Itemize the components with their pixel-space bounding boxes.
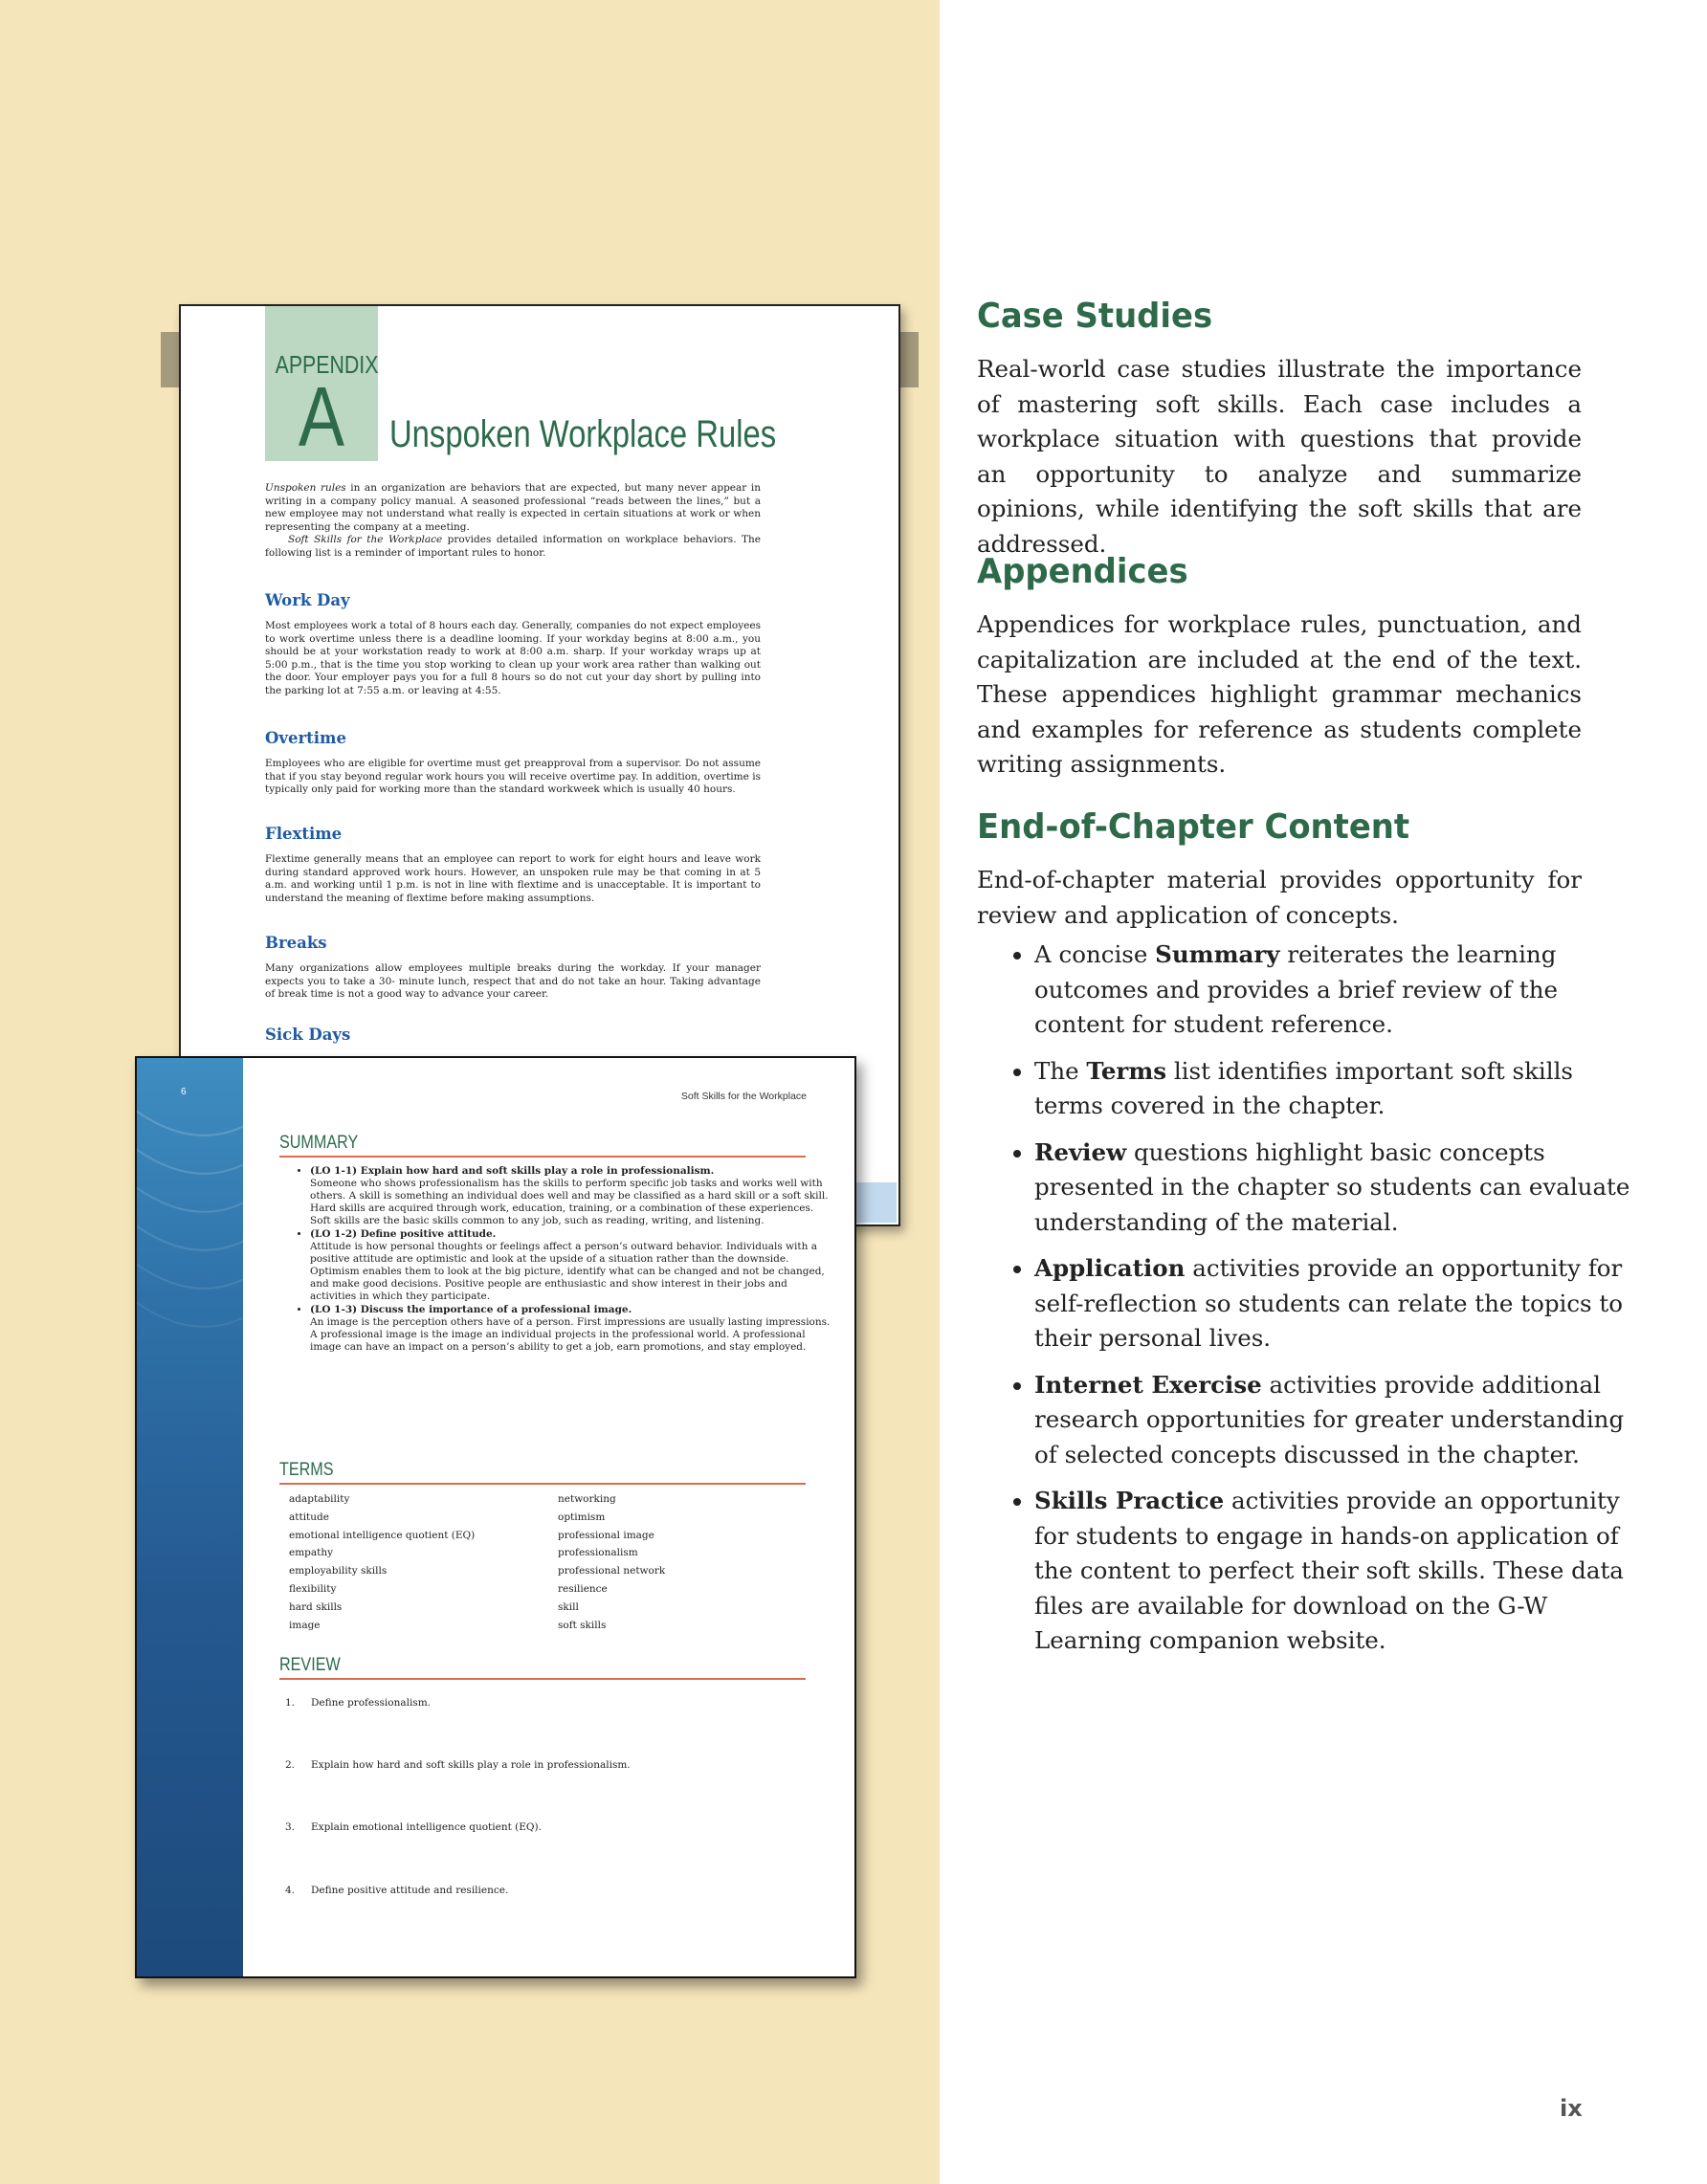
section-body: Most employees work a total of 8 hours each day. Generally, companies do not expect employees to work overtime unless there is a deadline looming. If your workday begins at 8:00 a.m., you should be at your workstation ready to work at 8:00 a.m. sharp. If your workday wraps up at 5:00 p.m., that is the time you stop working to clean up your work area rather than walking out the door. Your employer pays you for a full 8 hours so do not cut your day short by pulling into the parking lot at 7:55 a.m. or leaving at 4:55. [265, 620, 761, 696]
review-num: 1. [285, 1697, 296, 1709]
page-corner-bar [851, 1182, 897, 1223]
terms-column-1 [289, 1490, 538, 1634]
review-item [285, 1759, 631, 1771]
section-heading: Breaks [265, 934, 327, 952]
chapter-side-band [137, 1058, 243, 1976]
review-heading: REVIEW [279, 1655, 341, 1675]
summary-heading: SUMMARY [279, 1133, 359, 1153]
review-num: 2. [285, 1759, 296, 1771]
terms-heading: TERMS [279, 1460, 334, 1480]
summary-item [310, 1228, 836, 1303]
section-heading: Work Day [265, 591, 350, 609]
review-text: Define positive attitude and resilience. [311, 1885, 509, 1896]
term: employability skills [289, 1565, 388, 1577]
summary-text: Someone who shows professionalism has the skills to perform specific job tasks and works well with others. A skill is something an individual does well and may be classified as a hard skill or a soft skill. Hard skills are acquired through work, education, training, or a combination of these experiences. Soft skills are the basic skills common to any job, such as reading, writing, and listening. [310, 1178, 829, 1226]
term: attitude [289, 1511, 329, 1523]
appendix-letter: A [298, 369, 345, 464]
appendices-heading: Appendices [977, 552, 1188, 591]
summary-lo: (LO 1-2) Define positive attitude. [310, 1228, 497, 1240]
list-item [1034, 1136, 1639, 1241]
term: professional network [558, 1565, 666, 1577]
summary-lo: (LO 1-1) Explain how hard and soft skills play a role in professionalism. [310, 1165, 715, 1177]
case-studies-body: Real-world case studies illustrate the importance of mastering soft skills. Each case includes a workplace situation with questions that provide an opportunity to analyze and summarize opinions, while identifying the soft skills that are addressed. [977, 355, 1582, 558]
running-head: Soft Skills for the Workplace [680, 1091, 807, 1102]
term: professional image [558, 1529, 654, 1541]
review-item [285, 1821, 542, 1833]
end-of-chapter-list [977, 938, 1639, 1670]
intro-italic: Unspoken rules [265, 482, 346, 494]
chapter-page-number: 6 [181, 1087, 187, 1097]
terms-column-2 [558, 1490, 807, 1634]
appendix-title: Unspoken Workplace Rules [389, 413, 777, 455]
bullet-post: list identifies important soft skills terms covered in the chapter. [1034, 1056, 1574, 1119]
term: hard skills [289, 1600, 343, 1613]
bullet-bold: Application [1034, 1254, 1186, 1282]
list-item [1034, 1368, 1639, 1473]
case-studies-heading: Case Studies [977, 297, 1213, 336]
end-of-chapter-intro: End-of-chapter material provides opportunity for review and application of concepts. [977, 866, 1582, 929]
bullet-post: activities provide additional research opportunities for greater understanding of selected concepts discussed in the chapter. [1034, 1370, 1625, 1468]
intro2-italic: Soft Skills for the Workplace [288, 534, 443, 545]
term: emotional intelligence quotient (EQ) [289, 1529, 476, 1541]
page-folio: ix [1560, 2095, 1583, 2122]
bullet-post: reiterates the learning outcomes and provides a brief review of the content for student reference. [1034, 940, 1559, 1038]
appendix-label: APPENDIX [275, 350, 379, 379]
appendices-body: Appendices for workplace rules, punctuation, and capitalization are included at the end of the text. These appendices highlight grammar mechanics and examples for reference as students complete writing assignments. [977, 610, 1582, 778]
list-item [1034, 1054, 1639, 1124]
term: resilience [558, 1582, 608, 1595]
bullet-pre: A concise [1034, 940, 1156, 968]
wave-pattern [137, 1058, 243, 1976]
section-heading: Sick Days [265, 1026, 351, 1044]
bullet-post: activities provide an opportunity for self-reflection so students can relate the topics to their personal lives. [1034, 1254, 1624, 1352]
term: soft skills [558, 1619, 607, 1631]
list-item [1034, 1484, 1639, 1659]
bullet-bold: Internet Exercise [1034, 1370, 1262, 1399]
review-num: 3. [285, 1821, 296, 1833]
review-text: Define professionalism. [311, 1697, 431, 1709]
summary-text: Attitude is how personal thoughts or feelings affect a person’s outward behavior. Individuals with a positive attitude are optimistic and look at the upside of a situation rather than the downside. Optimism enables them to look at the big picture, identify what can be changed and not be changed, and make good decisions. Positive people are enthusiastic and show interest in their jobs and activities in which they participate. [310, 1241, 825, 1302]
intro2-text: provides detailed information on workplace behaviors. The following list is a reminder of important rules to honor. [265, 534, 761, 559]
summary-text: An image is the perception others have of a person. First impressions are usually lasting impressions. A professional image is the image an individual projects in the professional world. A professional image can have an impact on a person’s ability to get a job, earn promotions, and stay employed. [310, 1316, 831, 1353]
section-body: Many organizations allow employees multiple breaks during the workday. If your manager expects you to take a 30- minute lunch, respect that and do not take an hour. Taking advantage of break time is not a good way to advance your career. [265, 962, 761, 1000]
list-item [1034, 938, 1639, 1043]
term: professionalism [558, 1547, 638, 1559]
review-text: Explain emotional intelligence quotient (EQ). [311, 1821, 542, 1833]
bullet-bold: Review [1034, 1137, 1127, 1166]
summary-lo: (LO 1-3) Discuss the importance of a professional image. [310, 1304, 632, 1315]
summary-item [310, 1304, 836, 1354]
chapter-page-preview [135, 1056, 856, 1978]
bullet-bold: Terms [1086, 1056, 1167, 1085]
bullet-bold: Skills Practice [1034, 1487, 1225, 1514]
term: image [289, 1619, 321, 1631]
bullet-post: activities provide an opportunity for students to engage in hands-on application of the content to perfect their soft skills. These data files are available for download on the G-W Learning companion website. [1034, 1487, 1624, 1654]
intro-text: in an organization are behaviors that are expected, but many never appear in writing in a company policy manual. A seasoned professional “reads between the lines,” but a new employee may not understand what really is expected in certain situations at work or when representing the company at a meeting. [265, 482, 761, 533]
review-item [285, 1885, 508, 1896]
summary-item [310, 1165, 836, 1227]
review-rule [279, 1678, 806, 1680]
term: flexibility [289, 1582, 337, 1595]
end-of-chapter-heading: End-of-Chapter Content [977, 807, 1410, 847]
section-heading: Overtime [265, 729, 346, 747]
section-body: Flextime generally means that an employee can report to work for eight hours and leave work during standard approved work hours. However, an unspoken rule may be that coming in at 5 a.m. and working until 1 p.m. is not in line with flextime and is unacceptable. It is important to understand the meaning of flextime before making assumptions. [265, 853, 761, 904]
section-heading: Flextime [265, 825, 343, 843]
term: adaptability [289, 1493, 350, 1505]
bullet-post: questions highlight basic concepts presented in the chapter so students can evaluate understanding of the material. [1034, 1137, 1630, 1236]
section-body: Employees who are eligible for overtime must get preapproval from a supervisor. Do not assume that if you stay beyond regular work hours you will receive overtime pay. In addition, overtime is typically only paid for working more than the standard workweek which is usually 40 hours. [265, 758, 761, 795]
list-item [1034, 1251, 1639, 1357]
appendix-intro [265, 482, 761, 560]
term: optimism [558, 1511, 606, 1523]
review-text: Explain how hard and soft skills play a role in professionalism. [311, 1759, 631, 1771]
term: empathy [289, 1547, 334, 1559]
summary-list [279, 1165, 836, 1355]
term: networking [558, 1493, 616, 1505]
term: skill [558, 1600, 579, 1613]
review-num: 4. [285, 1885, 296, 1896]
appendix-badge [265, 306, 379, 464]
bullet-pre: The [1034, 1056, 1087, 1085]
bullet-bold: Summary [1155, 940, 1280, 968]
review-item [285, 1697, 431, 1709]
terms-rule [279, 1483, 806, 1485]
summary-rule [279, 1156, 806, 1158]
